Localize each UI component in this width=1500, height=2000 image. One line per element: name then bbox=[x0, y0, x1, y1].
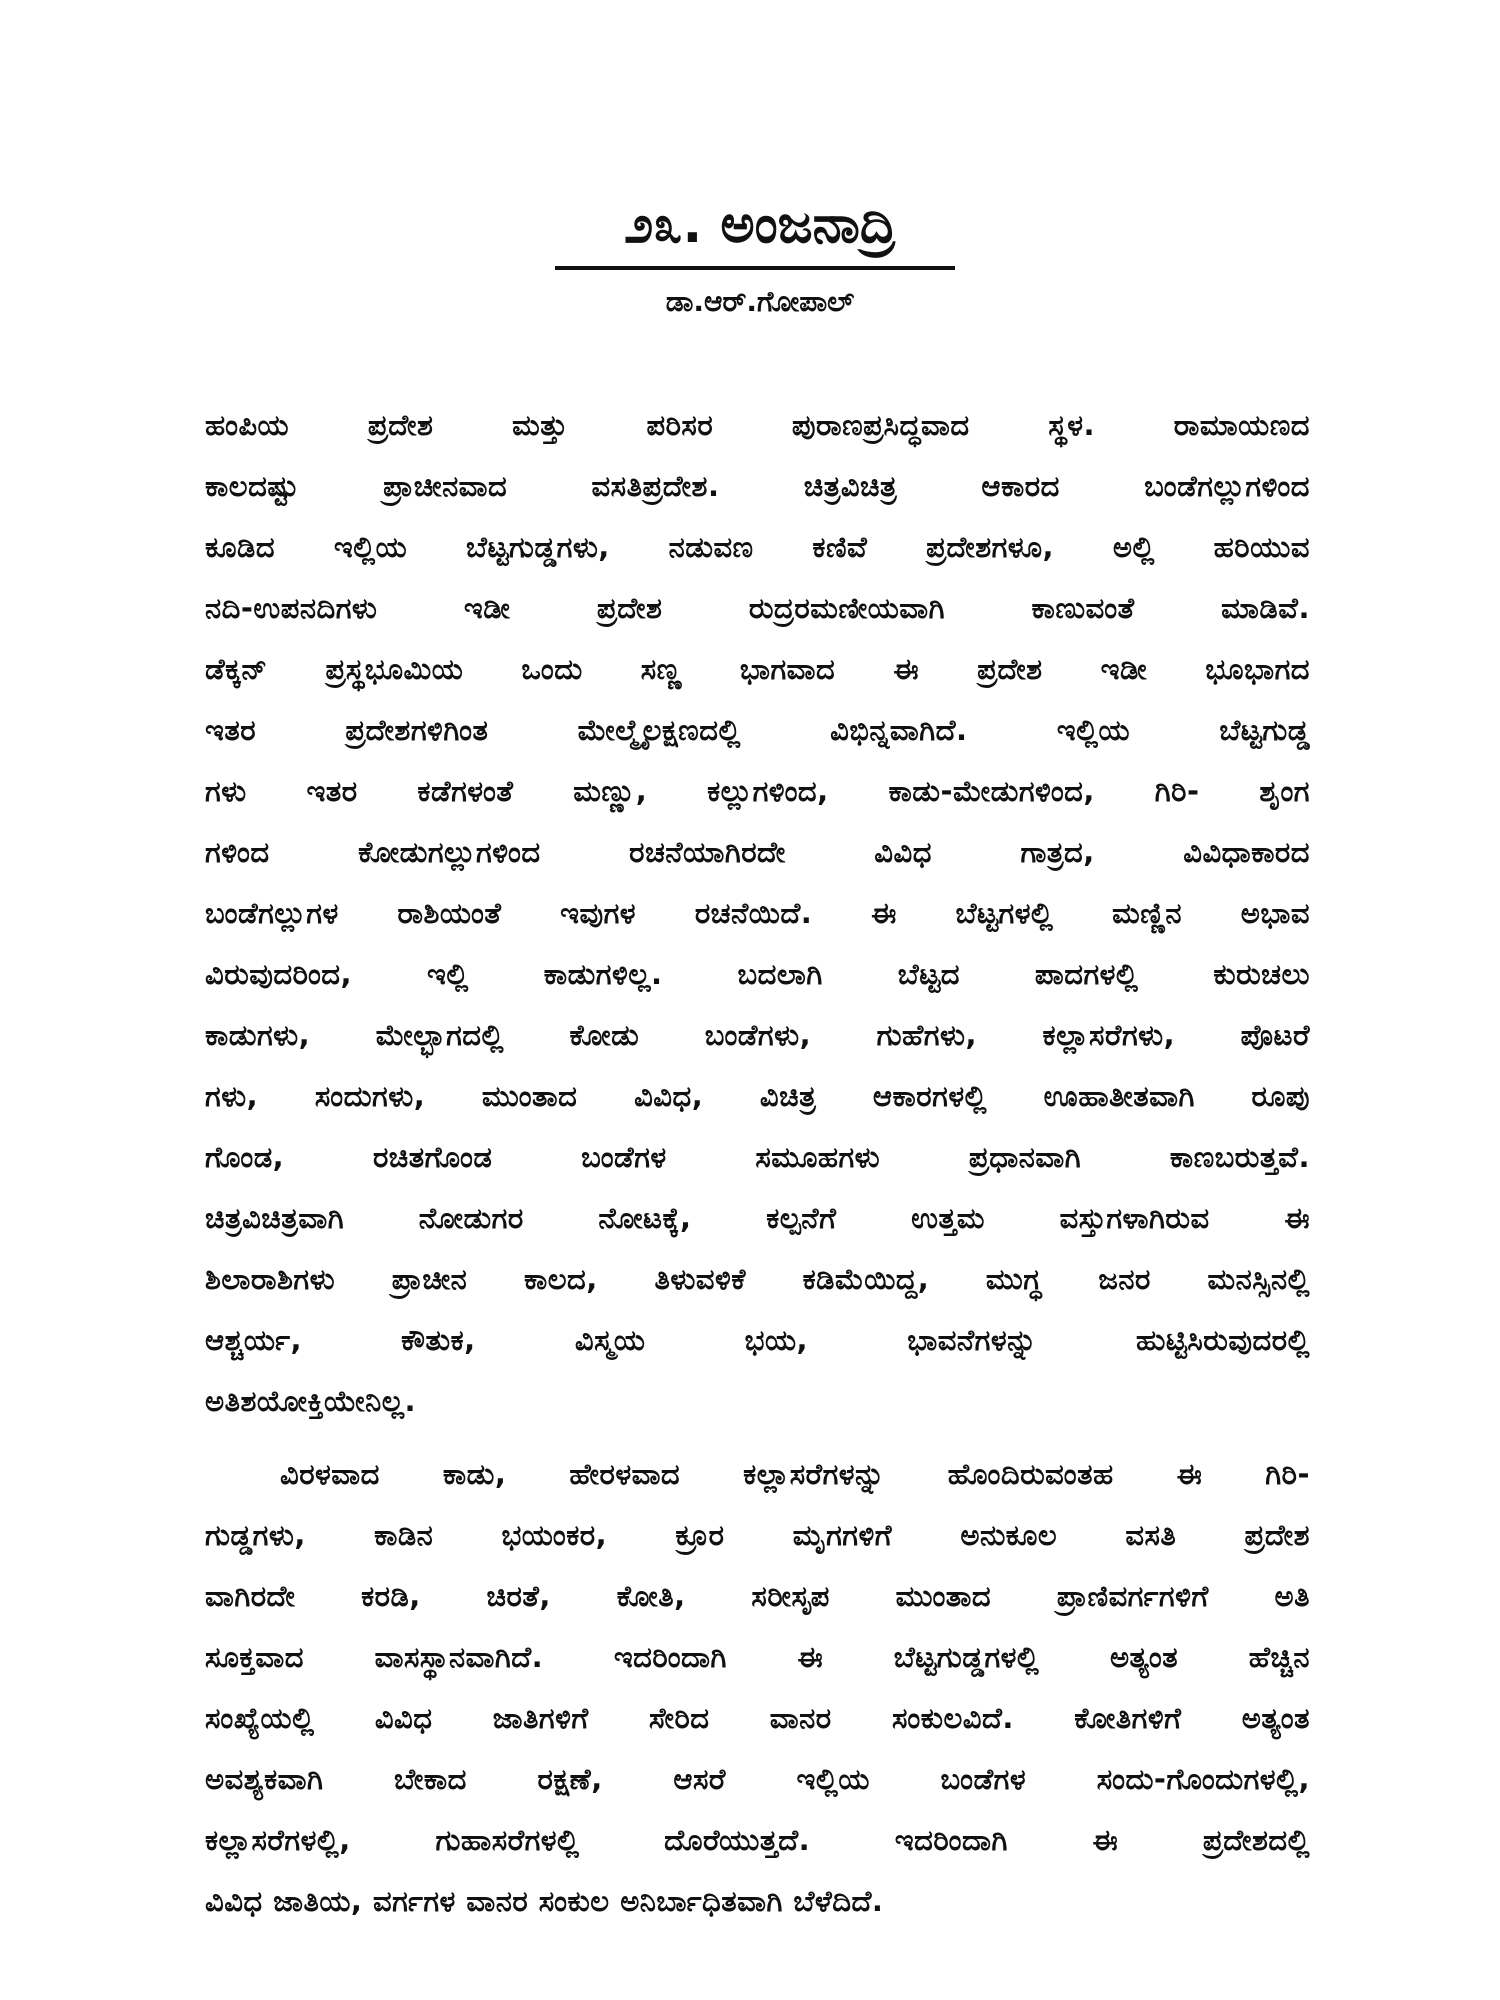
text-line: ಬಂಡೆಗಲ್ಲುಗಳ ರಾಶಿಯಂತೆ ಇವುಗಳ ರಚನೆಯಿದೆ. ಈ ಬೆಟ್ಟಗಳಲ್ಲಿ ಮಣ್ಣಿನ ಅಭಾವ bbox=[205, 896, 1310, 930]
text-line: ಆಶ್ಚರ್ಯ, ಕೌತುಕ, ವಿಸ್ಮಯ ಭಯ, ಭಾವನೆಗಳನ್ನು ಹುಟ್ಟಿಸಿರುವುದರಲ್ಲಿ bbox=[205, 1323, 1310, 1357]
text-line: ವಿರಳವಾದ ಕಾಡು, ಹೇರಳವಾದ ಕಲ್ಲಾಸರೆಗಳನ್ನು ಹೊಂದಿರುವಂತಹ ಈ ಗಿರಿ- bbox=[280, 1457, 1310, 1491]
text-line: ಅವಶ್ಯಕವಾಗಿ ಬೇಕಾದ ರಕ್ಷಣೆ, ಆಸರೆ ಇಲ್ಲಿಯ ಬಂಡೆಗಳ ಸಂದು-ಗೊಂದುಗಳಲ್ಲಿ, bbox=[205, 1762, 1310, 1796]
author-name: ಡಾ.ಆರ್.ಗೋಪಾಲ್ bbox=[665, 285, 855, 318]
text-line: ಶಿಲಾರಾಶಿಗಳು ಪ್ರಾಚೀನ ಕಾಲದ, ತಿಳುವಳಿಕೆ ಕಡಿಮೆಯಿದ್ದ, ಮುಗ್ಧ ಜನರ ಮನಸ್ಸಿನಲ್ಲಿ bbox=[205, 1262, 1310, 1296]
text-line: ಕಾಡುಗಳು, ಮೇಲ್ಭಾಗದಲ್ಲಿ ಕೋಡು ಬಂಡೆಗಳು, ಗುಹೆಗಳು, ಕಲ್ಲಾಸರೆಗಳು, ಪೊಟರೆ bbox=[205, 1018, 1310, 1052]
text-line: ವಾಗಿರದೇ ಕರಡಿ, ಚಿರತೆ, ಕೋತಿ, ಸರೀಸೃಪ ಮುಂತಾದ ಪ್ರಾಣಿವರ್ಗಗಳಿಗೆ ಅತಿ bbox=[205, 1579, 1310, 1613]
text-line: ಗಳು, ಸಂದುಗಳು, ಮುಂತಾದ ವಿವಿಧ, ವಿಚಿತ್ರ ಆಕಾರಗಳಲ್ಲಿ ಊಹಾತೀತವಾಗಿ ರೂಪು bbox=[205, 1079, 1310, 1113]
text-line: ಡೆಕ್ಕನ್ ಪ್ರಸ್ಥಭೂಮಿಯ ಒಂದು ಸಣ್ಣ ಭಾಗವಾದ ಈ ಪ್ರದೇಶ ಇಡೀ ಭೂಭಾಗದ bbox=[205, 652, 1310, 686]
text-line: ವಿರುವುದರಿಂದ, ಇಲ್ಲಿ ಕಾಡುಗಳಿಲ್ಲ. ಬದಲಾಗಿ ಬೆಟ್ಟದ ಪಾದಗಳಲ್ಲಿ ಕುರುಚಲು bbox=[205, 957, 1310, 991]
text-line: ಕಲ್ಲಾಸರೆಗಳಲ್ಲಿ, ಗುಹಾಸರೆಗಳಲ್ಲಿ ದೊರೆಯುತ್ತದೆ. ಇದರಿಂದಾಗಿ ಈ ಪ್ರದೇಶದಲ್ಲಿ bbox=[205, 1823, 1310, 1857]
text-line: ಸಂಖ್ಯೆಯಲ್ಲಿ ವಿವಿಧ ಜಾತಿಗಳಿಗೆ ಸೇರಿದ ವಾನರ ಸಂಕುಲವಿದೆ. ಕೋತಿಗಳಿಗೆ ಅತ್ಯಂತ bbox=[205, 1701, 1310, 1735]
body-text bbox=[205, 395, 1310, 1932]
text-line: ಗಳಿಂದ ಕೋಡುಗಲ್ಲುಗಳಿಂದ ರಚನೆಯಾಗಿರದೇ ವಿವಿಧ ಗಾತ್ರದ, ವಿವಿಧಾಕಾರದ bbox=[205, 835, 1310, 869]
text-line: ಅತಿಶಯೋಕ್ತಿಯೇನಿಲ್ಲ. bbox=[205, 1384, 417, 1418]
title-underline bbox=[555, 266, 955, 270]
text-line: ಸೂಕ್ತವಾದ ವಾಸಸ್ಥಾನವಾಗಿದೆ. ಇದರಿಂದಾಗಿ ಈ ಬೆಟ್ಟಗುಡ್ಡಗಳಲ್ಲಿ ಅತ್ಯಂತ ಹೆಚ್ಚಿನ bbox=[205, 1640, 1310, 1674]
text-line: ಕೂಡಿದ ಇಲ್ಲಿಯ ಬೆಟ್ಟಗುಡ್ಡಗಳು, ನಡುವಣ ಕಣಿವೆ ಪ್ರದೇಶಗಳೂ, ಅಲ್ಲಿ ಹರಿಯುವ bbox=[205, 530, 1310, 564]
paragraph-gap bbox=[205, 1432, 1310, 1444]
text-line: ವಿವಿಧ ಜಾತಿಯ, ವರ್ಗಗಳ ವಾನರ ಸಂಕುಲ ಅನಿರ್ಬಾಧಿತವಾಗಿ ಬೆಳೆದಿದೆ. bbox=[205, 1884, 884, 1918]
text-line: ಗುಡ್ಡಗಳು, ಕಾಡಿನ ಭಯಂಕರ, ಕ್ರೂರ ಮೃಗಗಳಿಗೆ ಅನುಕೂಲ ವಸತಿ ಪ್ರದೇಶ bbox=[205, 1518, 1310, 1552]
text-line: ನದಿ-ಉಪನದಿಗಳು ಇಡೀ ಪ್ರದೇಶ ರುದ್ರರಮಣೀಯವಾಗಿ ಕಾಣುವಂತೆ ಮಾಡಿವೆ. bbox=[205, 591, 1310, 625]
text-line: ಗಳು ಇತರ ಕಡೆಗಳಂತೆ ಮಣ್ಣು, ಕಲ್ಲುಗಳಿಂದ, ಕಾಡು-ಮೇಡುಗಳಿಂದ, ಗಿರಿ- ಶೃಂಗ bbox=[205, 774, 1310, 808]
chapter-title: ೨೩. ಅಂಜನಾದ್ರಿ bbox=[624, 195, 896, 255]
text-line: ಹಂಪಿಯ ಪ್ರದೇಶ ಮತ್ತು ಪರಿಸರ ಪುರಾಣಪ್ರಸಿದ್ಧವಾದ ಸ್ಥಳ. ರಾಮಾಯಣದ bbox=[205, 408, 1310, 442]
text-line: ಇತರ ಪ್ರದೇಶಗಳಿಗಿಂತ ಮೇಲ್ಮೈಲಕ್ಷಣದಲ್ಲಿ ವಿಭಿನ್ನವಾಗಿದೆ. ಇಲ್ಲಿಯ ಬೆಟ್ಟಗುಡ್ಡ bbox=[205, 713, 1310, 747]
text-line: ಕಾಲದಷ್ಟು ಪ್ರಾಚೀನವಾದ ವಸತಿಪ್ರದೇಶ. ಚಿತ್ರವಿಚಿತ್ರ ಆಕಾರದ ಬಂಡೆಗಲ್ಲುಗಳಿಂದ bbox=[205, 469, 1310, 503]
text-line: ಗೊಂಡ, ರಚಿತಗೊಂಡ ಬಂಡೆಗಳ ಸಮೂಹಗಳು ಪ್ರಧಾನವಾಗಿ ಕಾಣಬರುತ್ತವೆ. bbox=[205, 1140, 1310, 1174]
text-line: ಚಿತ್ರವಿಚಿತ್ರವಾಗಿ ನೋಡುಗರ ನೋಟಕ್ಕೆ, ಕಲ್ಪನೆಗೆ ಉತ್ತಮ ವಸ್ತುಗಳಾಗಿರುವ ಈ bbox=[205, 1201, 1310, 1235]
